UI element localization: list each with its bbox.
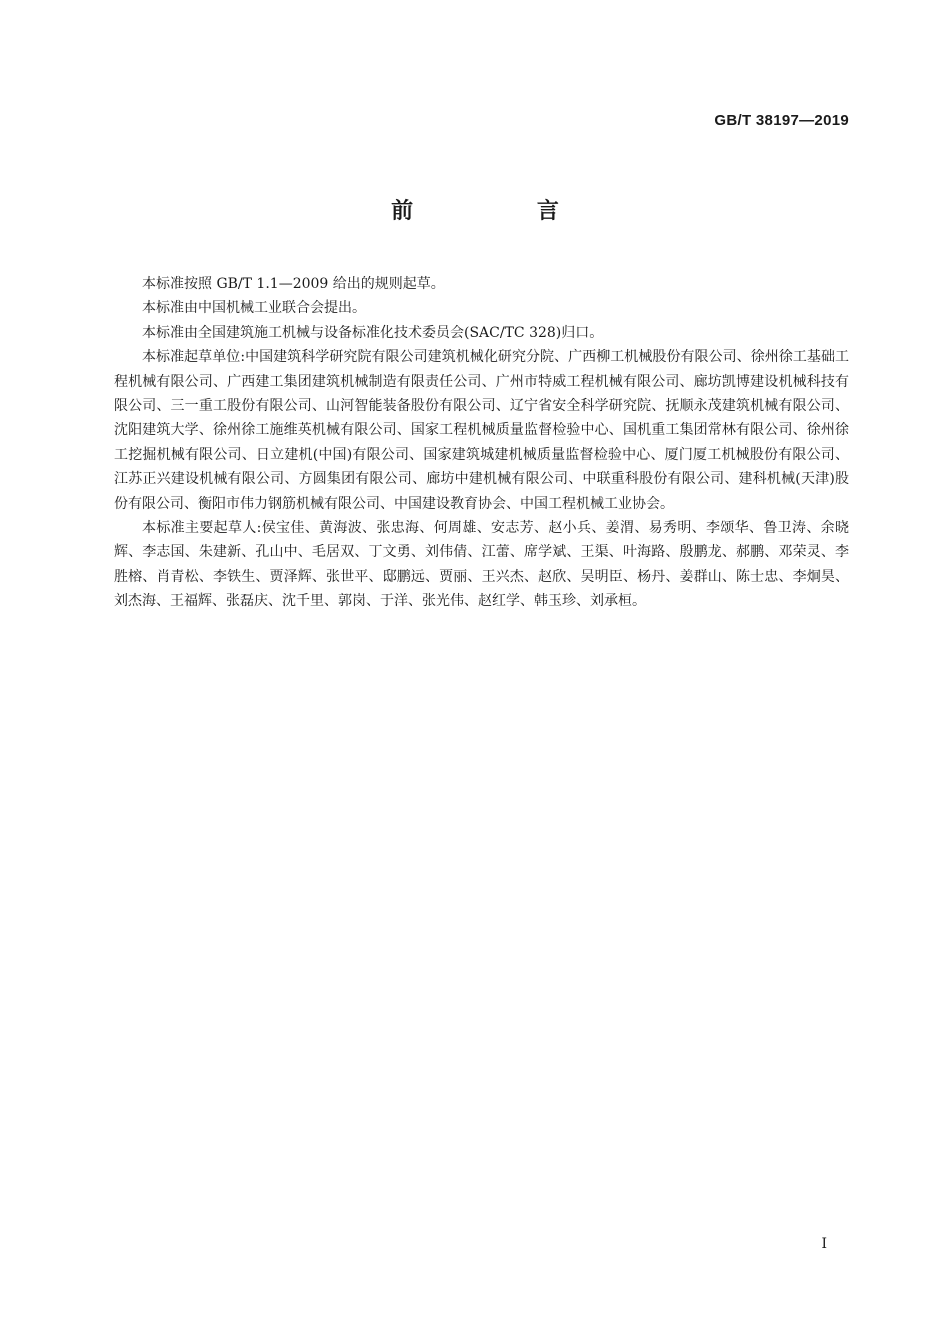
standard-code: GB/T 38197—2019 xyxy=(714,112,849,129)
paragraph-drafting-rules: 本标准按照 GB/T 1.1—2009 给出的规则起草。 xyxy=(142,276,445,292)
paragraph-drafting-units: 本标准起草单位:中国建筑科学研究院有限公司建筑机械化研究分院、广西柳工机械股份有限公司、徐州徐工基础工程机械有限公司、广西建工集团建筑机械制造有限责任公司、广州市特威工程机械有限公司、廊坊凯博建设机械科技有限公司、三一重工股份有限公司、山河智能装备股份有限公司、辽宁省安全科学研究院、抚顺永茂建筑机械有限公司、沈阳建筑大学、徐州徐工施维英机械有限公司、国家工程机械质量监督检验中心、国机重工集团常林有限公司、徐州徐工挖掘机械有限公司、日立建机(中国)有限公司、国家建筑城建机械质量监督检验中心、厦门厦工机械股份有限公司、江苏正兴建设机械有限公司、方圆集团有限公司、廊坊中建机械有限公司、中联重科股份有限公司、建科机械(天津)股份有限公司、衡阳市伟力钢筋机械有限公司、中国建设教育协会、中国工程机械工业协会。 xyxy=(114,349,849,512)
paragraph-committee: 本标准由全国建筑施工机械与设备标准化技术委员会(SAC/TC 328)归口。 xyxy=(142,324,604,341)
page-number: I xyxy=(821,1236,827,1252)
page-title: 前 言 xyxy=(391,199,617,224)
foreword-body xyxy=(114,272,849,614)
paragraph-proposer: 本标准由中国机械工业联合会提出。 xyxy=(142,300,366,317)
paragraph-drafters: 本标准主要起草人:侯宝佳、黄海波、张忠海、何周雄、安志芳、赵小兵、姜渭、易秀明、李颂华、鲁卫涛、余晓辉、李志国、朱建新、孔山中、毛居双、丁文勇、刘伟倩、江蕾、席学斌、王渠、叶海路、殷鹏龙、郝鹏、邓荣灵、李胜榕、肖青松、李铁生、贾泽辉、张世平、邸鹏远、贾丽、王兴杰、赵欣、吴明臣、杨丹、姜群山、陈士忠、李炯昊、刘杰海、王福辉、张磊庆、沈千里、郭岗、于洋、张光伟、赵红学、韩玉珍、刘承桓。 xyxy=(114,520,849,610)
